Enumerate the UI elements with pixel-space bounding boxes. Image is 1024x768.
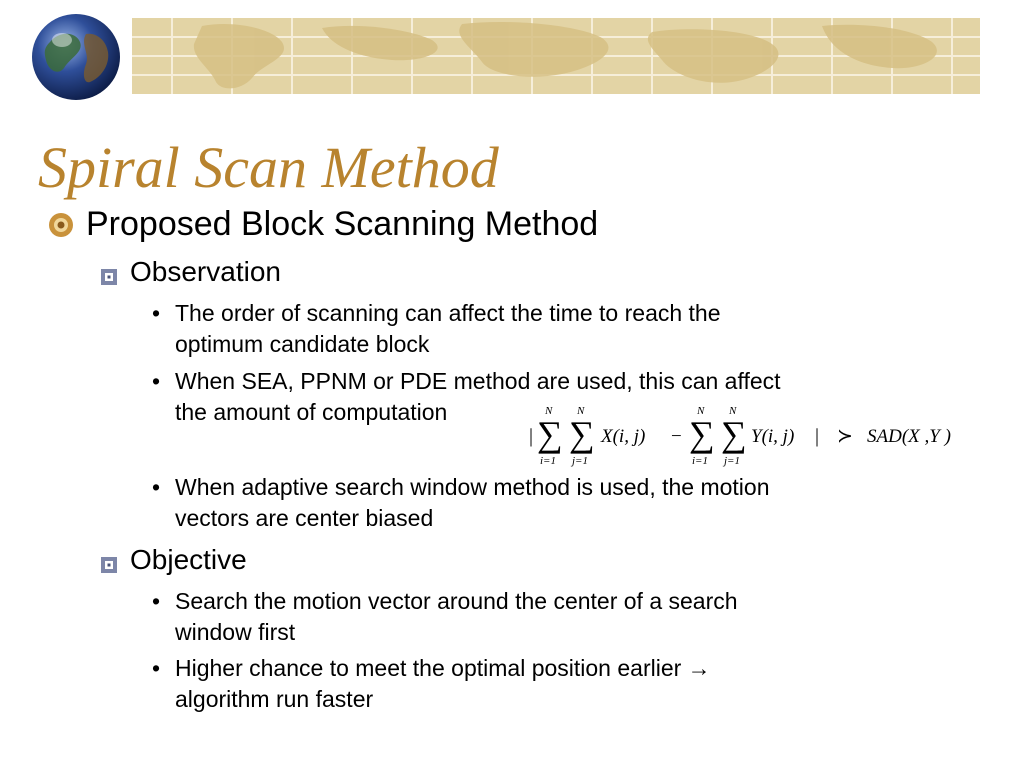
objective-item-1-line1: Search the motion vector around the center of a search <box>175 588 738 614</box>
observation-item-3-line1: When adaptive search window method is used, the motion <box>175 474 770 500</box>
formula-abs-bar-left: | <box>529 425 534 447</box>
formula-lower-i: i=1 <box>692 455 708 467</box>
formula-lower-j: j=1 <box>724 455 740 467</box>
slide-title: Spiral Scan Method <box>38 135 499 200</box>
sigma-icon: ∑ <box>721 414 747 454</box>
sigma-icon: ∑ <box>537 414 563 454</box>
bullet-dot: • <box>152 474 161 500</box>
formula-abs-bar-right: | <box>815 425 820 447</box>
formula-upper-limit: N <box>545 405 553 417</box>
objective-item-1-line2: window first <box>175 619 296 645</box>
objective-bullet-icon <box>100 556 118 574</box>
bullet-dot: • <box>152 588 161 614</box>
formula-upper-limit: N <box>697 405 705 417</box>
formula-rhs: SAD(X ,Y ) <box>867 426 951 447</box>
objective-item-2-line2: algorithm run faster <box>175 686 374 712</box>
formula-y-term: Y(i, j) <box>751 426 795 447</box>
observation-bullet-icon <box>100 268 118 286</box>
observation-item-2-line2: the amount of computation <box>175 399 448 425</box>
observation-item-1-line2: optimum candidate block <box>175 331 430 357</box>
sigma-icon: ∑ <box>569 414 595 454</box>
globe-icon <box>30 12 122 102</box>
objective-heading: Objective <box>130 544 247 575</box>
formula-x-term: X(i, j) <box>601 426 646 447</box>
formula-upper-limit: N <box>577 405 585 417</box>
sad-formula <box>525 402 985 472</box>
bullet-dot: • <box>152 300 161 326</box>
bullet-dot: • <box>152 655 161 681</box>
objective-item-2-line1: Higher chance to meet the optimal position earlier → <box>175 655 711 681</box>
level1-heading: Proposed Block Scanning Method <box>86 205 599 243</box>
formula-lower-i: i=1 <box>540 455 556 467</box>
observation-item-2-line1: When SEA, PPNM or PDE method are used, this can affect <box>175 368 781 394</box>
formula-upper-limit: N <box>729 405 737 417</box>
observation-item-3-line2: vectors are center biased <box>175 505 434 531</box>
sigma-icon: ∑ <box>689 414 715 454</box>
formula-lower-j: j=1 <box>572 455 588 467</box>
bullet-dot: • <box>152 368 161 394</box>
level1-bullet-icon <box>48 212 74 238</box>
formula-succ: ≻ <box>837 426 853 447</box>
map-banner <box>132 18 980 94</box>
observation-item-1-line1: The order of scanning can affect the time to reach the <box>175 300 721 326</box>
observation-heading: Observation <box>130 256 281 287</box>
formula-minus: − <box>671 426 682 447</box>
